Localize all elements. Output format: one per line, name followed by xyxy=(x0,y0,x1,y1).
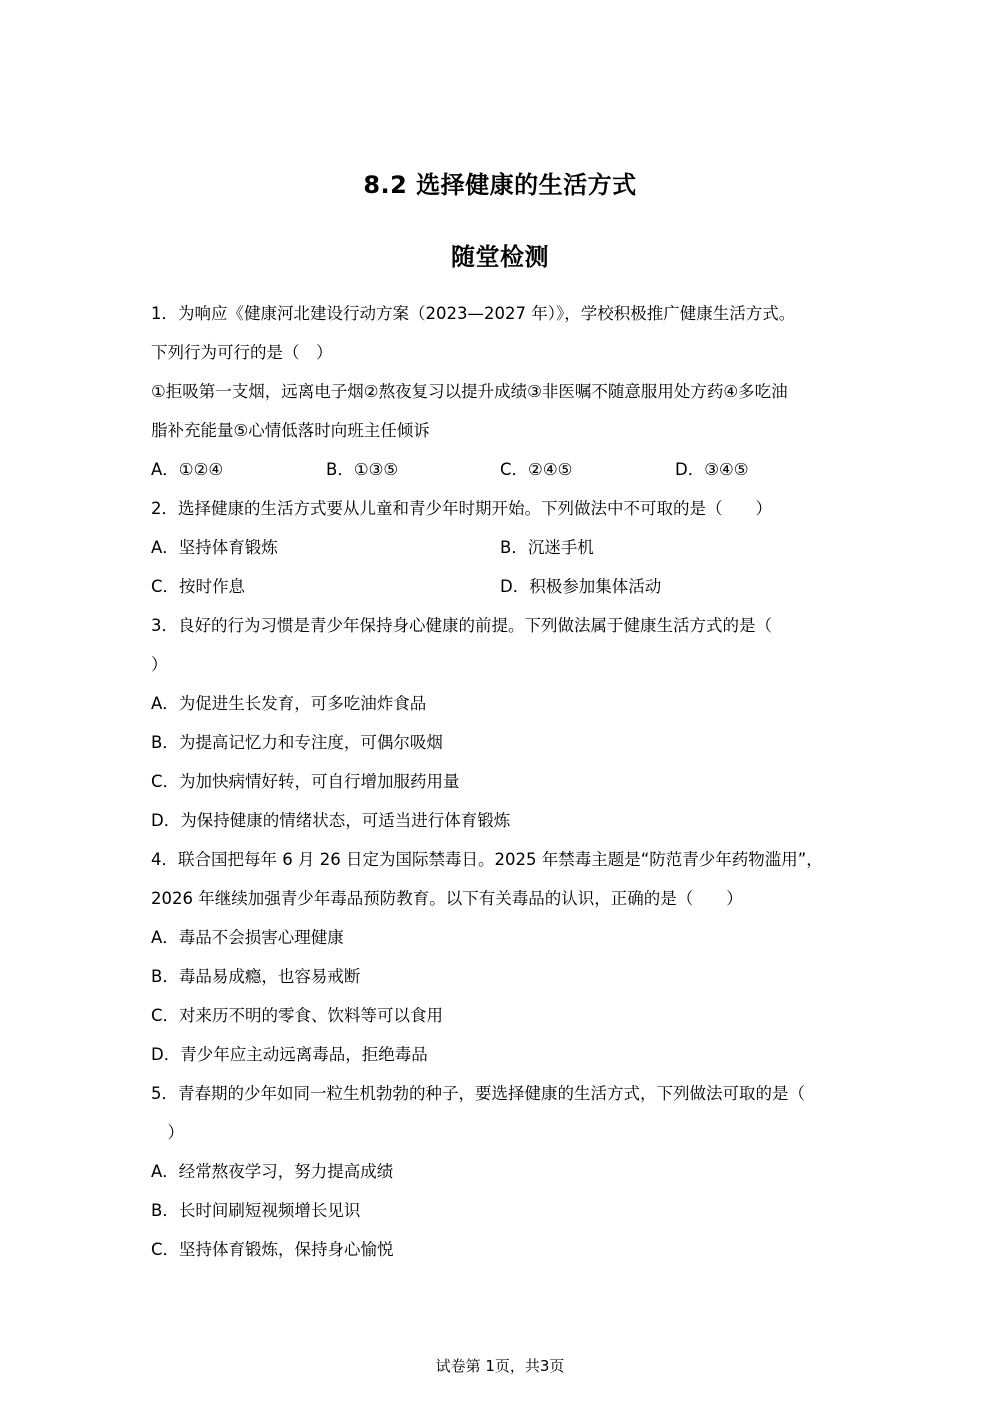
document-subtitle: 随堂检测 xyxy=(451,243,549,271)
question-3-option-a: A．为促进生长发育，可多吃油炸食品 xyxy=(151,694,427,713)
question-2-stem-line-1: 2．选择健康的生活方式要从儿童和青少年时期开始。下列做法中不可取的是（ ） xyxy=(151,499,772,518)
question-4-option-c: C．对来历不明的零食、饮料等可以食用 xyxy=(151,1006,444,1025)
question-5-stem-line-1: 5．青春期的少年如同一粒生机勃勃的种子，要选择健康的生活方式，下列做法可取的是（ xyxy=(151,1084,805,1103)
question-5-option-a: A．经常熬夜学习，努力提高成绩 xyxy=(151,1162,394,1181)
question-2-option-c: C．按时作息 xyxy=(151,577,246,596)
question-4-option-b: B．毒品易成瘾，也容易戒断 xyxy=(151,967,361,986)
question-5-option-b: B．长时间刷短视频增长见识 xyxy=(151,1201,361,1220)
question-3-option-d: D．为保持健康的情绪状态，可适当进行体育锻炼 xyxy=(151,811,511,830)
question-3-option-b: B．为提高记忆力和专注度，可偶尔吸烟 xyxy=(151,733,443,752)
question-3-stem-line-1: 3．良好的行为习惯是青少年保持身心健康的前提。下列做法属于健康生活方式的是（ xyxy=(151,616,772,635)
question-2-option-d: D．积极参加集体活动 xyxy=(500,577,662,596)
question-4-stem-line-2: 2026 年继续加强青少年毒品预防教育。以下有关毒品的认识，正确的是（ ） xyxy=(151,889,743,908)
question-1-option-a: A．①②④ xyxy=(151,460,224,479)
question-1-option-c: C．②④⑤ xyxy=(500,460,573,479)
question-1-stem-line-2: 下列行为可行的是（ ） xyxy=(151,343,333,362)
question-1-stem-line-1: 1．为响应《健康河北建设行动方案（2023—2027 年）》，学校积极推广健康生活方式。 xyxy=(151,304,796,323)
question-2-option-a: A．坚持体育锻炼 xyxy=(151,538,278,557)
question-1-option-d: D．③④⑤ xyxy=(675,460,749,479)
question-2-option-b: B．沉迷手机 xyxy=(500,538,594,557)
question-4-option-d: D．青少年应主动远离毒品，拒绝毒品 xyxy=(151,1045,428,1064)
question-4-option-a: A．毒品不会损害心理健康 xyxy=(151,928,344,947)
question-1-stem-line-4: 脂补充能量⑤心情低落时向班主任倾诉 xyxy=(151,421,430,440)
question-3-stem-line-2: ） xyxy=(151,655,168,674)
question-1-option-b: B．①③⑤ xyxy=(326,460,399,479)
question-5-option-c: C．坚持体育锻炼，保持身心愉悦 xyxy=(151,1240,394,1259)
page-footer: 试卷第 1页，共3页 xyxy=(435,1357,565,1375)
question-3-option-c: C．为加快病情好转，可自行增加服药用量 xyxy=(151,772,460,791)
question-1-stem-line-3: ①拒吸第一支烟，远离电子烟②熬夜复习以提升成绩③非医嘱不随意服用处方药④多吃油 xyxy=(151,382,788,401)
question-5-stem-line-2: ） xyxy=(151,1123,184,1142)
document-title: 8.2 选择健康的生活方式 xyxy=(363,171,637,199)
question-4-stem-line-1: 4．联合国把每年 6 月 26 日定为国际禁毒日。2025 年禁毒主题是“防范青少年药物滥用”， xyxy=(151,850,823,869)
